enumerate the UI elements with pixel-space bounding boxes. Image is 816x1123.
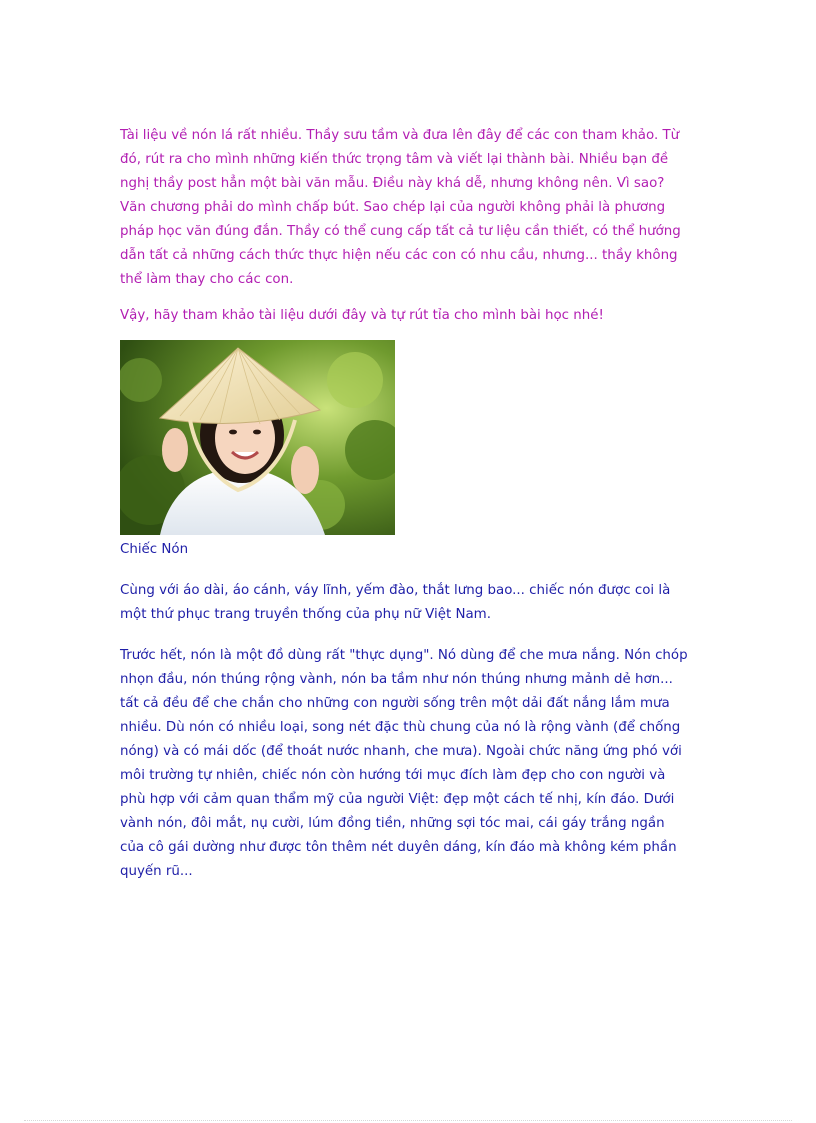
text-line: tất cả đều để che chắn cho những con người sống trên một dải đất nắng lắm mưa — [120, 696, 670, 711]
girl-with-conical-hat-photo — [120, 340, 395, 535]
text-line: Tài liệu về nón lá rất nhiều. Thầy sưu tầm và đưa lên đây để các con tham khảo. Từ — [120, 128, 680, 143]
text-line: Cùng với áo dài, áo cánh, váy lĩnh, yếm đào, thắt lưng bao... chiếc nón được coi là — [120, 583, 671, 598]
photo-caption — [120, 538, 700, 562]
text-line: phù hợp với cảm quan thẩm mỹ của người Việt: đẹp một cách tế nhị, kín đáo. Dưới — [120, 792, 675, 807]
invitation-paragraph — [120, 304, 700, 328]
text-line: thể làm thay cho các con. — [120, 272, 294, 287]
text-line: dẫn tất cả những cách thức thực hiện nếu các con có nhu cầu, nhưng... thầy không — [120, 248, 678, 263]
text-line: vành nón, đôi mắt, nụ cười, lúm đồng tiền, những sợi tóc mai, cái gáy trắng ngần — [120, 816, 665, 831]
caption-text: Chiếc Nón — [120, 542, 189, 557]
text-line: quyến rũ... — [120, 864, 193, 879]
body-paragraph-1 — [120, 579, 700, 627]
text-line: một thứ phục trang truyền thống của phụ nữ Việt Nam. — [120, 607, 491, 622]
text-line: nhọn đầu, nón thúng rộng vành, nón ba tầm như nón thúng nhưng mảnh dẻ hơn... — [120, 672, 673, 687]
page-bottom-divider — [24, 1120, 792, 1121]
text-line: nhiều. Dù nón có nhiều loại, song nét đặc thù chung của nó là rộng vành (để chống — [120, 720, 681, 735]
text-line: đó, rút ra cho mình những kiến thức trọng tâm và viết lại thành bài. Nhiều bạn đề — [120, 152, 669, 167]
text-line: môi trường tự nhiên, chiếc nón còn hướng tới mục đích làm đẹp cho con người và — [120, 768, 666, 783]
text-line: nghị thầy post hẳn một bài văn mẫu. Điều này khá dễ, nhưng không nên. Vì sao? — [120, 176, 665, 191]
intro-paragraph — [120, 124, 700, 292]
text-line: Vậy, hãy tham khảo tài liệu dưới đây và tự rút tỉa cho mình bài học nhé! — [120, 308, 604, 323]
text-line: Văn chương phải do mình chấp bút. Sao chép lại của người không phải là phương — [120, 200, 666, 215]
text-line: pháp học văn đúng đắn. Thầy có thể cung cấp tất cả tư liệu cần thiết, có thể hướng — [120, 224, 681, 239]
text-line: Trước hết, nón là một đồ dùng rất "thực dụng". Nó dùng để che mưa nắng. Nón chóp — [120, 648, 688, 663]
body-paragraph-2 — [120, 644, 700, 884]
text-line: của cô gái dường như được tôn thêm nét duyên dáng, kín đáo mà không kém phần — [120, 840, 677, 855]
text-line: nóng) và có mái dốc (để thoát nước nhanh, che mưa). Ngoài chức năng ứng phó với — [120, 744, 682, 759]
